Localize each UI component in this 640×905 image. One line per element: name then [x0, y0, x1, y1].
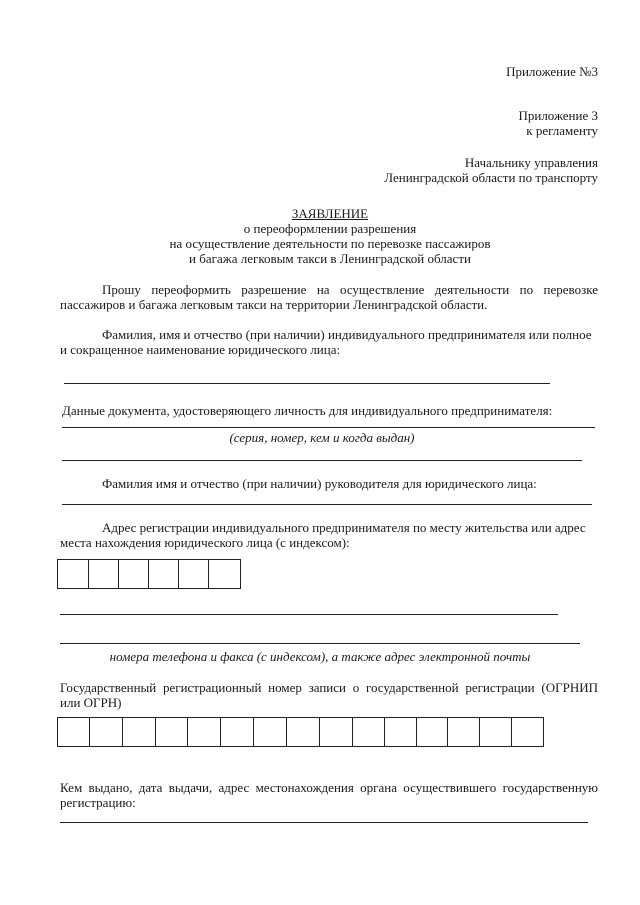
postal-code-boxes[interactable]: [57, 559, 241, 589]
postal-code-cell[interactable]: [89, 560, 119, 588]
postal-code-cell[interactable]: [179, 560, 209, 588]
issued-by-label-line-2: регистрацию:: [60, 795, 136, 810]
request-text-line-1: Прошу переоформить разрешение на осуществление деятельности по перевозке: [102, 282, 598, 297]
addressee-organization: Ленинградской области по транспорту: [384, 170, 598, 185]
ogrn-label-line-1: Государственный регистрационный номер записи о государственной регистрации (ОГРНИП: [60, 680, 598, 695]
ogrn-cell[interactable]: [448, 718, 480, 746]
appendix-number: Приложение №3: [506, 64, 598, 79]
ogrn-cell[interactable]: [156, 718, 189, 746]
ogrn-number-boxes[interactable]: [57, 717, 544, 747]
ogrn-cell[interactable]: [123, 718, 156, 746]
title-subline-1: о переоформлении разрешения: [243, 221, 417, 236]
identity-document-hint: (серия, номер, кем и когда выдан): [229, 430, 415, 445]
title-subline-3: и багажа легковым такси в Ленинградской области: [189, 251, 471, 266]
appendix-regulation: к регламенту: [526, 123, 598, 138]
ogrn-cell[interactable]: [58, 718, 90, 746]
document-title: ЗАЯВЛЕНИЕ: [291, 206, 369, 221]
identity-document-label: Данные документа, удостоверяющего личность для индивидуального предпринимателя:: [62, 403, 553, 418]
applicant-name-label-line-2: и сокращенное наименование юридического лица:: [60, 342, 341, 357]
ogrn-cell[interactable]: [188, 718, 221, 746]
ogrn-cell[interactable]: [385, 718, 417, 746]
postal-code-cell[interactable]: [58, 560, 89, 588]
postal-code-cell[interactable]: [209, 560, 240, 588]
postal-code-cell[interactable]: [149, 560, 179, 588]
ogrn-cell[interactable]: [320, 718, 353, 746]
ogrn-cell[interactable]: [221, 718, 254, 746]
appendix-label: Приложение 3: [518, 108, 598, 123]
title-subline-2: на осуществление деятельности по перевозке пассажиров: [169, 236, 491, 251]
ogrn-cell[interactable]: [287, 718, 320, 746]
address-label-line-1: Адрес регистрации индивидуального предпринимателя по месту жительства или адрес: [102, 520, 586, 535]
ogrn-label-line-2: или ОГРН): [60, 695, 122, 710]
contacts-hint: номера телефона и факса (с индексом), а также адрес электронной почты: [109, 649, 531, 664]
request-text-line-2: пассажиров и багажа легковым такси на территории Ленинградской области.: [60, 297, 488, 312]
ogrn-cell[interactable]: [254, 718, 287, 746]
issued-by-label-line-1: Кем выдано, дата выдачи, адрес местонахождения органа осуществившего государственную: [60, 780, 598, 795]
issued-by-entry-line[interactable]: [60, 822, 588, 823]
ogrn-cell[interactable]: [512, 718, 543, 746]
postal-code-cell[interactable]: [119, 560, 149, 588]
identity-document-entry-line[interactable]: [62, 427, 595, 428]
ogrn-cell[interactable]: [353, 718, 385, 746]
address-label-line-2: места нахождения юридического лица (с индексом):: [60, 535, 350, 550]
address-entry-line-2[interactable]: [60, 643, 580, 644]
addressee-title: Начальнику управления: [464, 155, 598, 170]
ogrn-cell[interactable]: [480, 718, 512, 746]
ogrn-cell[interactable]: [90, 718, 123, 746]
applicant-name-label-line-1: Фамилия, имя и отчество (при наличии) индивидуального предпринимателя или полное: [102, 327, 592, 342]
address-entry-line-1[interactable]: [60, 614, 558, 615]
ogrn-cell[interactable]: [417, 718, 449, 746]
head-name-entry-line[interactable]: [62, 504, 592, 505]
identity-document-entry-line-2[interactable]: [62, 460, 582, 461]
applicant-name-entry-line[interactable]: [64, 383, 550, 384]
head-name-label: Фамилия имя и отчество (при наличии) руководителя для юридического лица:: [102, 476, 537, 491]
